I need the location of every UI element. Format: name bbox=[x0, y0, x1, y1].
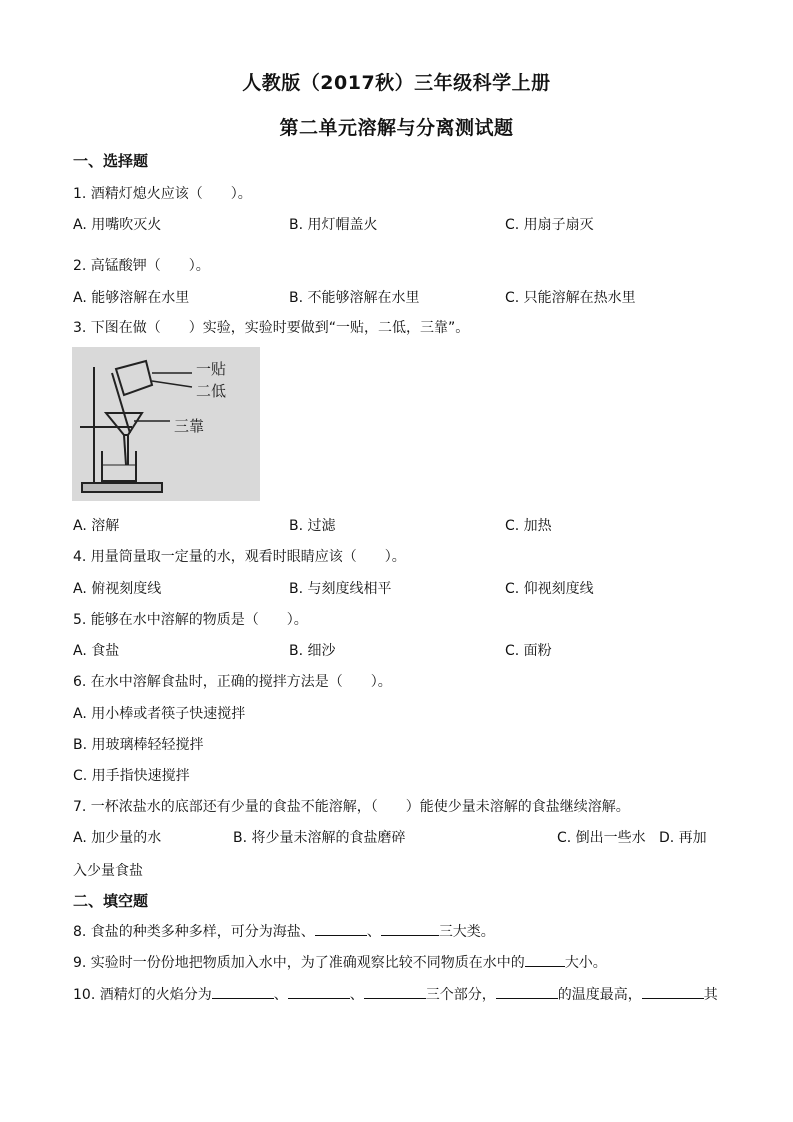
question-10-part-5: 的温度最高， bbox=[557, 987, 642, 1003]
question-3-option-a: A. 溶解 bbox=[73, 518, 120, 534]
question-7-option-c: C. 倒出一些水 bbox=[557, 830, 646, 846]
question-7-option-a: A. 加少量的水 bbox=[73, 830, 162, 846]
question-1-option-b: B. 用灯帽盖火 bbox=[289, 217, 378, 233]
answer-blank[interactable] bbox=[381, 922, 439, 936]
section-choice-heading: 一、选择题 bbox=[73, 152, 149, 170]
answer-blank[interactable] bbox=[525, 953, 565, 967]
question-9-part-1: 9. 实验时一份份地把物质加入水中，为了准确观察比较不同物质在水中的 bbox=[73, 955, 525, 971]
question-1-option-c: C. 用扇子扇灭 bbox=[505, 217, 594, 233]
answer-blank[interactable] bbox=[212, 985, 274, 999]
question-10-part-3: 、 bbox=[349, 987, 364, 1003]
question-4-option-c: C. 仰视刻度线 bbox=[505, 581, 594, 597]
question-7-stem: 7. 一杯浓盐水的底部还有少量的食盐不能溶解，（ ）能使少量未溶解的食盐继续溶解。 bbox=[73, 799, 630, 815]
page-subtitle: 第二单元溶解与分离测试题 bbox=[279, 117, 514, 139]
question-6-option-a: A. 用小棒或者筷子快速搅拌 bbox=[73, 706, 246, 722]
question-9-part-2: 大小。 bbox=[564, 955, 607, 971]
question-7-option-b: B. 将少量未溶解的食盐磨碎 bbox=[233, 830, 406, 846]
question-3-stem: 3. 下图在做（ ）实验，实验时要做到“一贴，二低，三靠”。 bbox=[73, 320, 470, 336]
question-5-option-c: C. 面粉 bbox=[505, 643, 552, 659]
answer-blank[interactable] bbox=[364, 985, 426, 999]
question-8-part-2: 、 bbox=[366, 924, 381, 940]
question-7-option-d-continued: 入少量食盐 bbox=[73, 863, 143, 879]
question-10-part-2: 、 bbox=[273, 987, 288, 1003]
question-2-option-a: A. 能够溶解在水里 bbox=[73, 290, 190, 306]
answer-blank[interactable] bbox=[315, 922, 367, 936]
question-6-stem: 6. 在水中溶解食盐时，正确的搅拌方法是（ ）。 bbox=[73, 674, 392, 690]
filtration-apparatus-figure bbox=[72, 347, 260, 501]
question-2-stem: 2. 高锰酸钾（ ）。 bbox=[73, 258, 210, 274]
question-7-option-d: D. 再加 bbox=[659, 830, 707, 846]
question-8 bbox=[73, 921, 495, 941]
answer-blank[interactable] bbox=[288, 985, 350, 999]
question-6-option-b: B. 用玻璃棒轻轻搅拌 bbox=[73, 737, 204, 753]
question-3-option-c: C. 加热 bbox=[505, 518, 552, 534]
question-4-option-a: A. 俯视刻度线 bbox=[73, 581, 162, 597]
answer-blank[interactable] bbox=[496, 985, 558, 999]
question-8-part-1: 8. 食盐的种类多种多样，可分为海盐、 bbox=[73, 924, 315, 940]
question-9 bbox=[73, 952, 607, 972]
question-10 bbox=[73, 984, 718, 1004]
figure-label-one: 一贴 bbox=[196, 360, 227, 378]
answer-blank[interactable] bbox=[642, 985, 704, 999]
figure-label-two: 二低 bbox=[196, 382, 227, 400]
question-4-option-b: B. 与刻度线相平 bbox=[289, 581, 392, 597]
question-10-part-6: 其 bbox=[703, 987, 718, 1003]
question-1-stem: 1. 酒精灯熄火应该（ ）。 bbox=[73, 186, 252, 202]
question-10-part-1: 10. 酒精灯的火焰分为 bbox=[73, 987, 212, 1003]
question-5-option-a: A. 食盐 bbox=[73, 643, 120, 659]
question-4-stem: 4. 用量筒量取一定量的水，观看时眼睛应该（ ）。 bbox=[73, 549, 406, 565]
question-3-option-b: B. 过滤 bbox=[289, 518, 336, 534]
question-5-option-b: B. 细沙 bbox=[289, 643, 336, 659]
question-1-option-a: A. 用嘴吹灭火 bbox=[73, 217, 162, 233]
figure-label-three: 三靠 bbox=[174, 417, 205, 435]
question-2-option-b: B. 不能够溶解在水里 bbox=[289, 290, 420, 306]
page-title: 人教版（2017秋）三年级科学上册 bbox=[242, 72, 551, 94]
question-5-stem: 5. 能够在水中溶解的物质是（ ）。 bbox=[73, 612, 308, 628]
question-6-option-c: C. 用手指快速搅拌 bbox=[73, 768, 190, 784]
question-10-part-4: 三个部分， bbox=[425, 987, 496, 1003]
question-8-part-3: 三大类。 bbox=[438, 924, 495, 940]
section-fill-heading: 二、填空题 bbox=[73, 892, 149, 910]
question-2-option-c: C. 只能溶解在热水里 bbox=[505, 290, 636, 306]
